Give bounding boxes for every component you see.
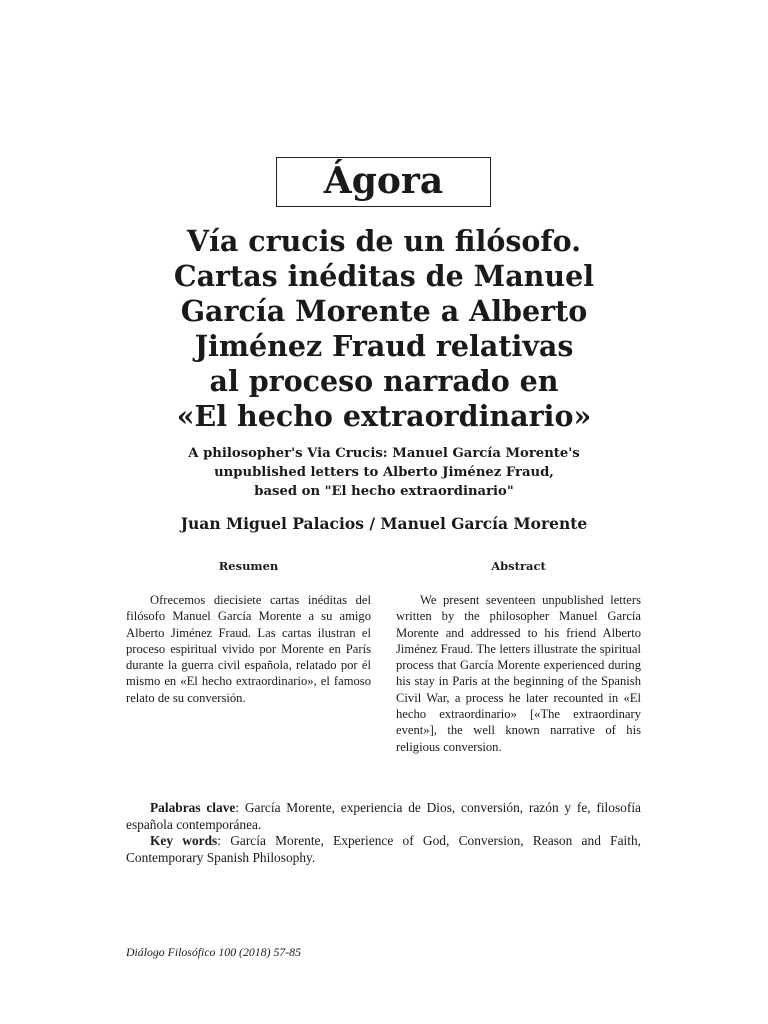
english-title [100, 444, 668, 501]
english-title-line: based on "El hecho extraordinario" [254, 484, 514, 499]
resumen-paragraph: Ofrecemos diecisiete cartas inéditas del filósofo Manuel García Morente a su amigo Alberto Jiménez Fraud. Las cartas ilustran el proceso espiritual vivido por Morente en París durante la guerra civil española, relatado por él mismo en «El hecho extraordinario», el famoso relato de su conversión. [126, 593, 371, 705]
resumen-body [126, 592, 371, 706]
article-title-line: Cartas inéditas de Manuel [173, 259, 595, 293]
article-title-line: García Morente a Alberto [180, 294, 588, 328]
article-title [100, 224, 668, 434]
keywords-block [126, 800, 641, 866]
abstract-body [396, 592, 641, 755]
english-title-line: unpublished letters to Alberto Jiménez Fraud, [214, 465, 554, 480]
keywords-es-text: : García Morente, experiencia de Dios, conversión, razón y fe, filosofía española contemporánea. [126, 800, 642, 832]
keywords-es [126, 800, 641, 833]
article-title-line: Jiménez Fraud relativas [194, 329, 574, 363]
keywords-en [126, 833, 641, 866]
abstract-paragraph: We present seventeen unpublished letters written by the philosopher Manuel García Morente and addressed to his friend Alberto Jiménez Fraud. The letters illustrate the spiritual process that García Morente experienced during his stay in Paris at the beginning of the Spanish Civil War, a process he later recounted in «El hecho extraordinario» [«The extraordinary event»], the well known narrative of his religious conversion. [396, 593, 641, 754]
keywords-en-label: Key words [150, 833, 218, 848]
journal-footer: Diálogo Filosófico 100 (2018) 57-85 [126, 945, 301, 959]
section-label: Ágora [323, 160, 444, 202]
abstract-heading: Abstract [491, 559, 546, 573]
english-title-line: A philosopher's Via Crucis: Manuel García Morente's [188, 446, 580, 461]
resumen-heading: Resumen [218, 559, 279, 573]
article-title-line: «El hecho extraordinario» [176, 399, 592, 433]
keywords-es-label: Palabras clave [150, 800, 236, 815]
keywords-en-text: : García Morente, Experience of God, Conversion, Reason and Faith, Contemporary Spanish Philosophy. [126, 833, 641, 865]
section-box [276, 157, 491, 207]
article-title-line: Vía crucis de un filósofo. [186, 224, 582, 258]
authors: Juan Miguel Palacios / Manuel García Morente [180, 514, 588, 533]
article-title-line: al proceso narrado en [209, 364, 559, 398]
